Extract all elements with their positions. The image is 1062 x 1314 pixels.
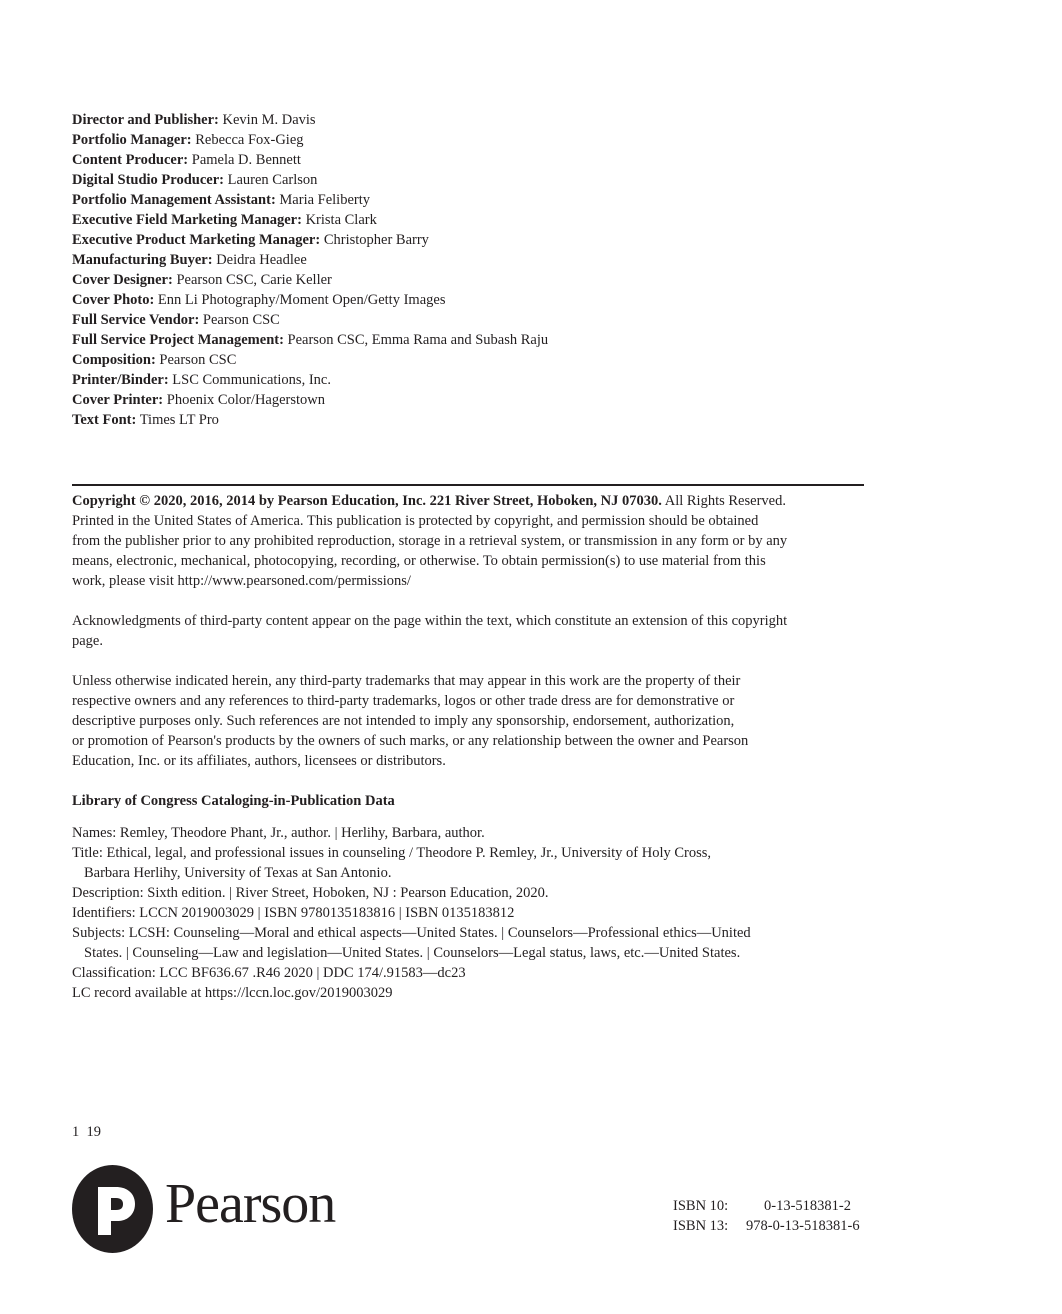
credit-line <box>72 330 872 350</box>
credit-label: Full Service Vendor: <box>72 312 200 328</box>
credit-value: Deidra Headlee <box>216 252 307 268</box>
credit-line <box>72 230 872 250</box>
cip-line: Title: Ethical, legal, and professional issues in counseling / Theodore P. Remley, Jr., University of Holy Cross, <box>72 845 712 861</box>
credit-value: Pearson CSC <box>159 352 237 368</box>
isbn13-label: ISBN 13: <box>673 1218 729 1234</box>
credit-line <box>72 310 872 330</box>
credit-label: Portfolio Manager: <box>72 132 192 148</box>
credit-label: Manufacturing Buyer: <box>72 252 213 268</box>
credit-line <box>72 410 872 430</box>
credit-line <box>72 150 872 170</box>
credit-label: Executive Field Marketing Manager: <box>72 212 302 228</box>
credit-label: Executive Product Marketing Manager: <box>72 232 321 248</box>
credit-label: Composition: <box>72 352 156 368</box>
credit-line <box>72 110 872 130</box>
credit-line <box>72 250 872 270</box>
cip-line: Description: Sixth edition. | River Street, Hoboken, NJ : Pearson Education, 2020. <box>72 885 549 901</box>
acknowledgments-paragraph <box>72 611 872 651</box>
isbn10-row <box>673 1196 873 1216</box>
copyright-line <box>72 491 872 511</box>
credit-label: Content Producer: <box>72 152 189 168</box>
credit-label: Text Font: <box>72 412 137 428</box>
copyright-line: work, please visit http://www.pearsoned.com/permissions/ <box>72 573 411 589</box>
credit-value: Pearson CSC <box>202 312 280 328</box>
isbn10-value: 0-13-518381-2 <box>764 1198 851 1214</box>
trademarks-line: respective owners and any references to third-party trademarks, logos or other trade dress are for demonstrative or <box>72 693 735 709</box>
credit-value: Kevin M. Davis <box>222 112 316 128</box>
credit-value: Pearson CSC, Carie Keller <box>176 272 332 288</box>
credit-value: Maria Feliberty <box>279 192 371 208</box>
cip-line: LC record available at https://lccn.loc.gov/2019003029 <box>72 985 393 1001</box>
credit-label: Cover Designer: <box>72 272 173 288</box>
cip-heading: Library of Congress Cataloging-in-Publication Data <box>72 793 395 809</box>
credit-line <box>72 130 872 150</box>
credit-line <box>72 270 872 290</box>
credit-label: Director and Publisher: <box>72 112 219 128</box>
acknowledgments-line: page. <box>72 633 103 649</box>
trademarks-paragraph <box>72 671 872 771</box>
credit-label: Digital Studio Producer: <box>72 172 224 188</box>
isbn-block <box>673 1196 873 1236</box>
credit-line <box>72 190 872 210</box>
cip-data <box>72 823 872 1003</box>
credit-value: Lauren Carlson <box>227 172 318 188</box>
credit-value: Krista Clark <box>305 212 377 228</box>
credit-value: Phoenix Color/Hagerstown <box>166 392 326 408</box>
pearson-p-icon <box>72 1165 153 1253</box>
credit-value: Enn Li Photography/Moment Open/Getty Images <box>157 292 446 308</box>
credit-line <box>72 370 872 390</box>
credit-value: Rebecca Fox-Gieg <box>195 132 304 148</box>
credit-line <box>72 350 872 370</box>
credit-value: Pearson CSC, Emma Rama and Subash Raju <box>287 332 549 348</box>
credit-label: Portfolio Management Assistant: <box>72 192 276 208</box>
credit-label: Printer/Binder: <box>72 372 169 388</box>
credit-label: Full Service Project Management: <box>72 332 284 348</box>
publisher-logo <box>72 1165 362 1253</box>
copyright-line: Printed in the United States of America. This publication is protected by copyright, and permission should be obtained <box>72 513 759 529</box>
isbn13-row <box>673 1216 873 1236</box>
copyright-section <box>72 491 872 791</box>
cip-line: Identifiers: LCCN 2019003029 | ISBN 9780135183816 | ISBN 0135183812 <box>72 905 515 921</box>
credit-line <box>72 210 872 230</box>
credit-label: Cover Printer: <box>72 392 164 408</box>
copyright-paragraph <box>72 491 872 591</box>
cip-line: Subjects: LCSH: Counseling—Moral and ethical aspects—United States. | Counselors—Professional ethics—United <box>72 925 751 941</box>
trademarks-line: or promotion of Pearson's products by the owners of such marks, or any relationship between the owner and Pearson <box>72 733 749 749</box>
cip-line: Barbara Herlihy, University of Texas at San Antonio. <box>84 865 392 881</box>
print-line: 1 19 <box>72 1124 101 1140</box>
pearson-wordmark: Pearson <box>165 1173 336 1235</box>
trademarks-line: Education, Inc. or its affiliates, authors, licensees or distributors. <box>72 753 446 769</box>
cip-line: Classification: LCC BF636.67 .R46 2020 | DDC 174/.91583—dc23 <box>72 965 466 981</box>
credit-line <box>72 290 872 310</box>
credit-value: LSC Communications, Inc. <box>172 372 331 388</box>
isbn10-label: ISBN 10: <box>673 1198 729 1214</box>
credit-label: Cover Photo: <box>72 292 155 308</box>
acknowledgments-line: Acknowledgments of third-party content appear on the page within the text, which constitute an extension of this copyright <box>72 613 788 629</box>
credit-line <box>72 390 872 410</box>
section-divider <box>72 484 864 486</box>
credit-line <box>72 170 872 190</box>
copyright-bold-lead: Copyright © 2020, 2016, 2014 by Pearson Education, Inc. 221 River Street, Hoboken, NJ 07030. <box>72 493 662 509</box>
isbn13-value: 978-0-13-518381-6 <box>746 1218 860 1234</box>
cip-line: Names: Remley, Theodore Phant, Jr., author. | Herlihy, Barbara, author. <box>72 825 485 841</box>
credits-list <box>72 110 872 430</box>
copyright-line: from the publisher prior to any prohibited reproduction, storage in a retrieval system, or transmission in any form or by any <box>72 533 788 549</box>
cip-line: States. | Counseling—Law and legislation—United States. | Counselors—Legal status, laws, etc.—United States. <box>84 945 741 961</box>
copyright-line: means, electronic, mechanical, photocopying, recording, or otherwise. To obtain permission(s) to use material from this <box>72 553 766 569</box>
trademarks-line: Unless otherwise indicated herein, any third-party trademarks that may appear in this work are the property of their <box>72 673 741 689</box>
credit-value: Christopher Barry <box>323 232 429 248</box>
credit-value: Times LT Pro <box>139 412 219 428</box>
credit-value: Pamela D. Bennett <box>191 152 301 168</box>
trademarks-line: descriptive purposes only. Such references are not intended to imply any sponsorship, endorsement, authorization, <box>72 713 735 729</box>
copyright-rights: All Rights Reserved. <box>661 493 786 509</box>
